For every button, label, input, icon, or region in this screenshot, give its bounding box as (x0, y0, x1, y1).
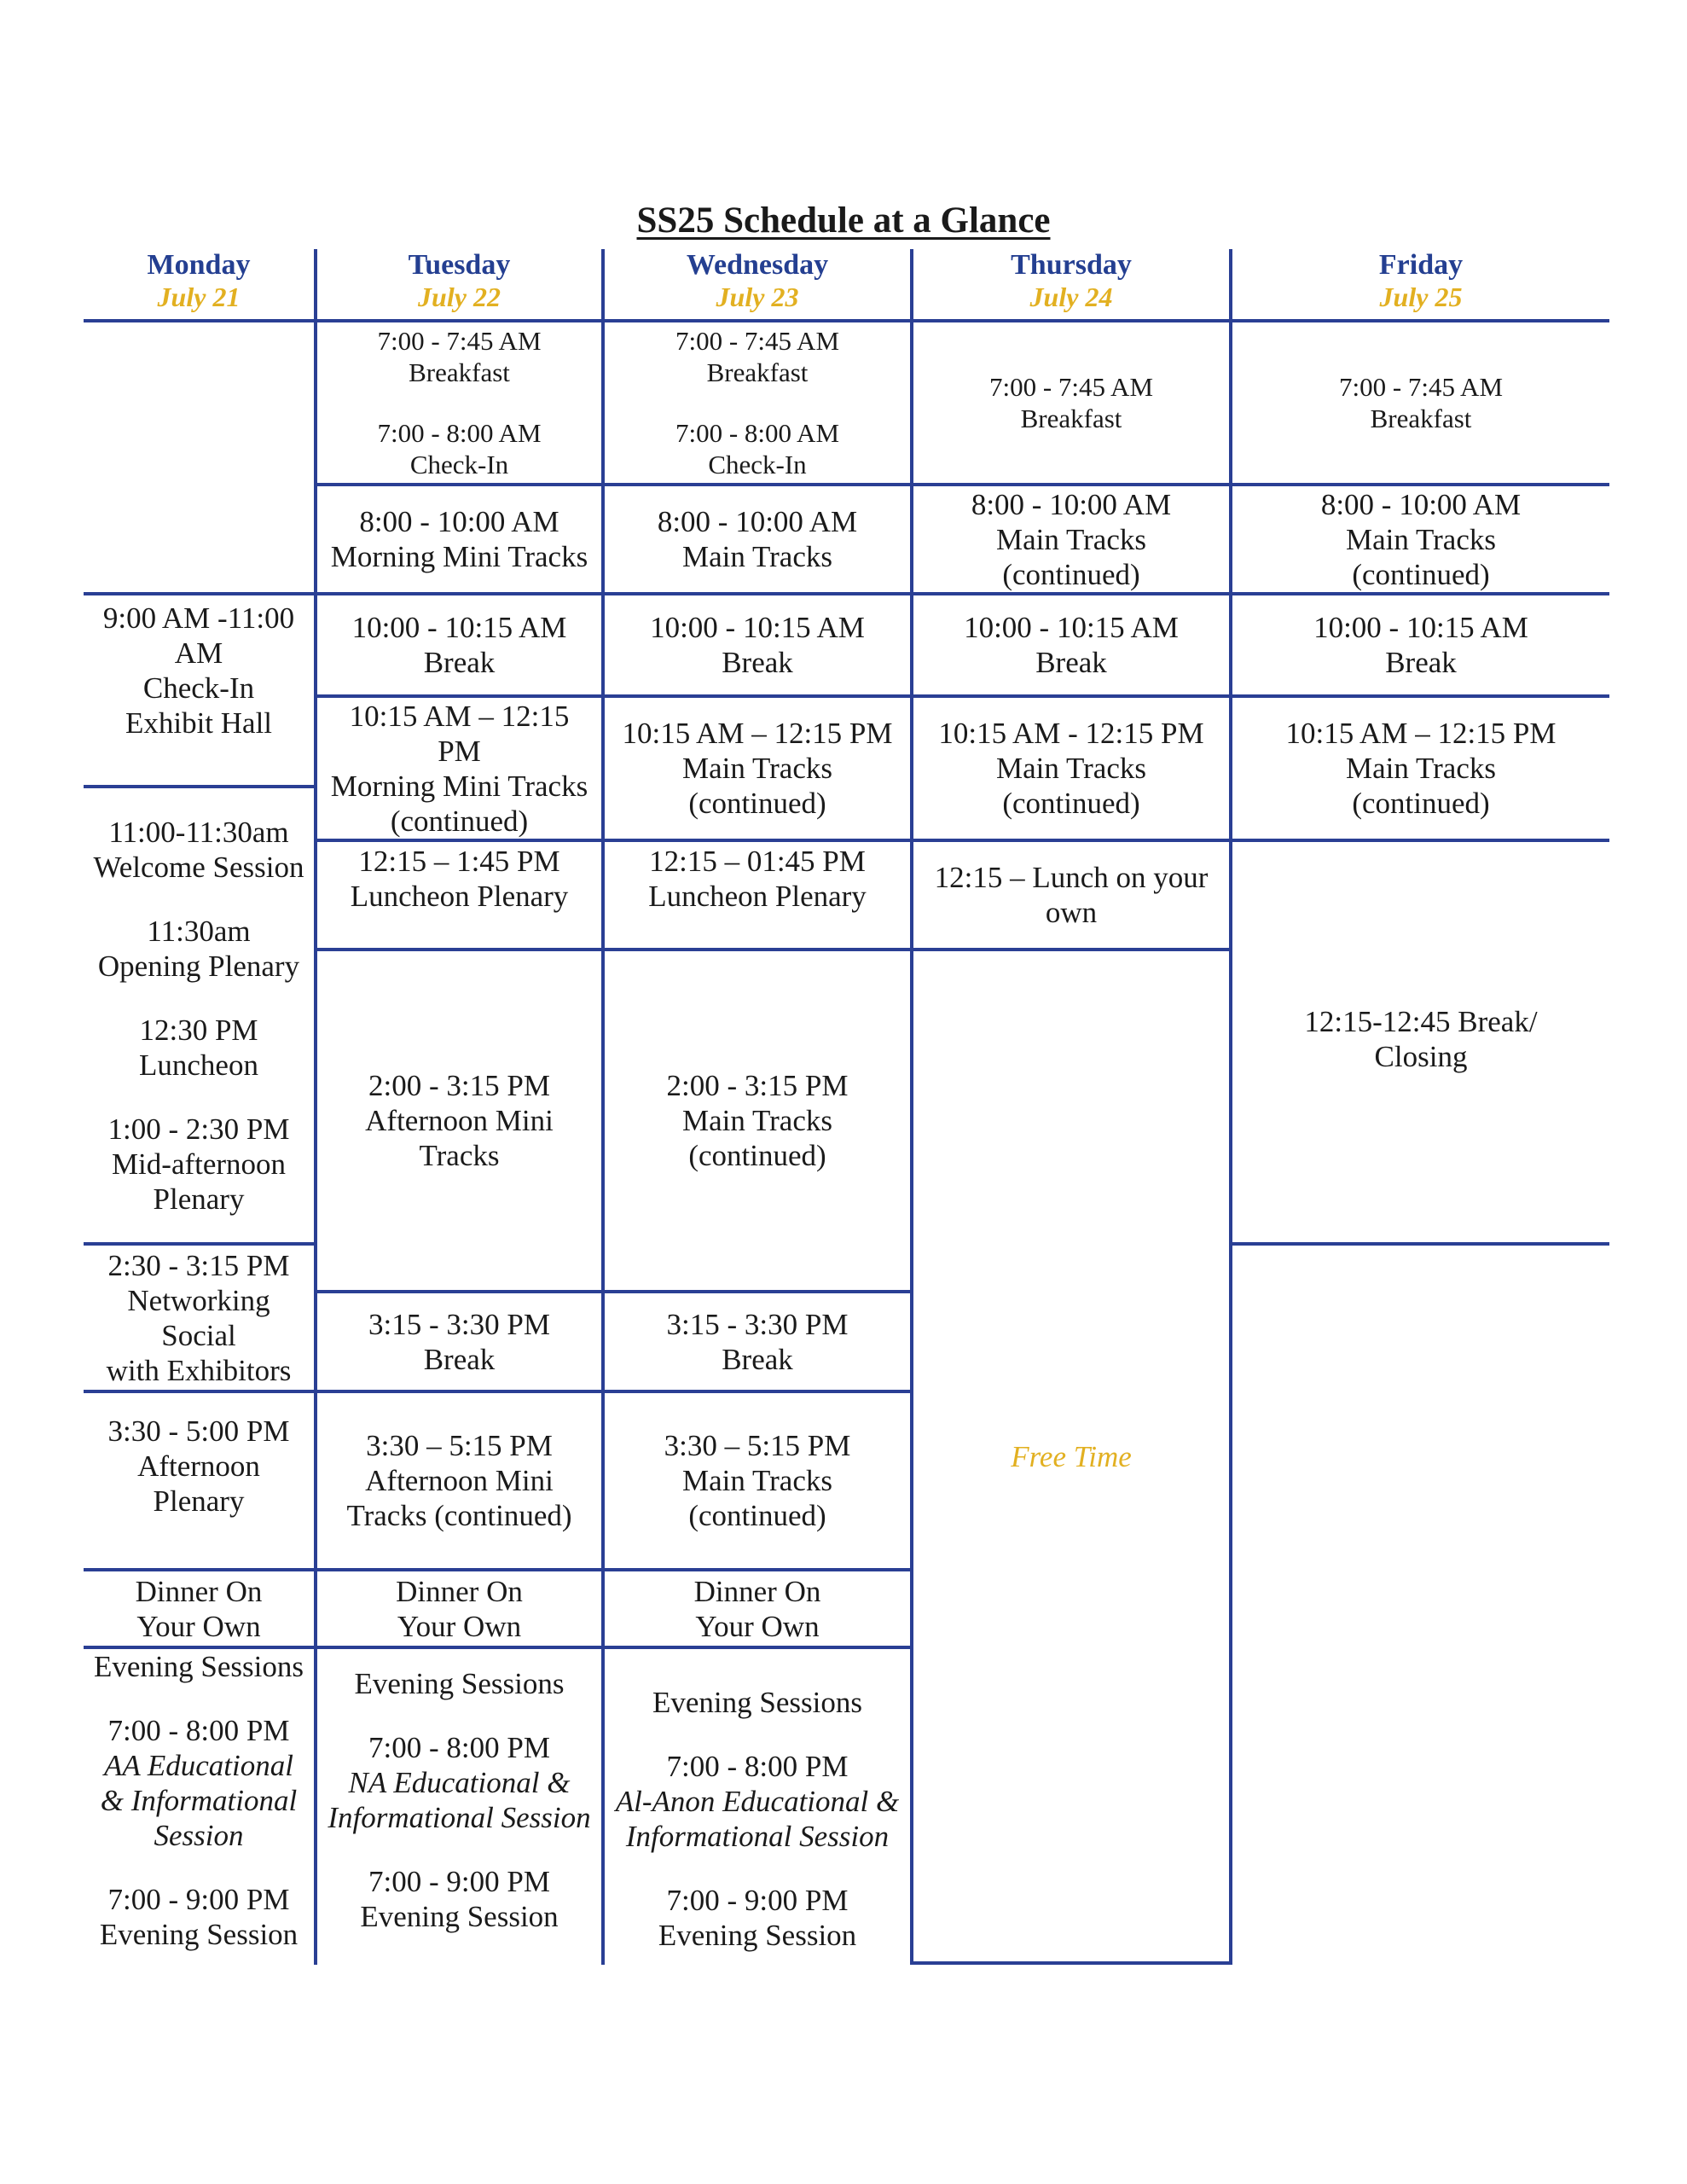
thursday-free-time-bottom (910, 1961, 1232, 1965)
tuesday-lunch: 12:15 – 1:45 PM Luncheon Plenary (350, 845, 569, 913)
monday-evening: Evening Sessions 7:00 - 8:00 PM AA Educational & Informational Session 7:00 - 9:00 PM Evening Session (94, 1650, 304, 1951)
thursday-late-morning: 10:15 AM - 12:15 PM Main Tracks (continued) (938, 717, 1204, 820)
tuesday-evening: Evening Sessions 7:00 - 8:00 PM NA Educational & Informational Session 7:00 - 9:00 PM Evening Session (328, 1667, 591, 1933)
tuesday-morning: 8:00 - 10:00 AM Morning Mini Tracks (330, 505, 588, 573)
page-title: SS25 Schedule at a Glance (636, 200, 1051, 241)
header-monday (84, 249, 314, 312)
day-date: July 25 (1379, 282, 1463, 312)
wednesday-breakfast: 7:00 - 7:45 AM Breakfast 7:00 - 8:00 AM Check-In (675, 326, 840, 479)
day-name: Friday (1378, 249, 1464, 281)
wednesday-dinner: Dinner On Your Own (693, 1574, 821, 1643)
day-name: Thursday (1011, 249, 1132, 281)
tuesday-afternoon: 2:00 - 3:15 PM Afternoon Mini Tracks (365, 1069, 554, 1172)
wednesday-morning: 8:00 - 10:00 AM Main Tracks (657, 505, 858, 573)
tuesday-late-morning: 10:15 AM – 12:15 PM Morning Mini Tracks (continued) (330, 699, 588, 838)
day-name: Tuesday (408, 249, 511, 281)
friday-breakfast: 7:00 - 7:45 AM Breakfast (1338, 372, 1504, 433)
thursday-free-time: Free Time (1011, 1439, 1132, 1473)
tuesday-breakfast: 7:00 - 7:45 AM Breakfast 7:00 - 8:00 AM Check-In (377, 326, 542, 479)
day-date: July 23 (716, 282, 799, 312)
thursday-morning: 8:00 - 10:00 AM Main Tracks (continued) (971, 487, 1172, 591)
wednesday-evening: Evening Sessions 7:00 - 8:00 PM Al-Anon Educational & Informational Session 7:00 - 9:00 PM Evening Session (615, 1686, 900, 1952)
monday-dinner: Dinner On Your Own (135, 1574, 263, 1643)
friday-morning: 8:00 - 10:00 AM Main Tracks (continued) (1320, 487, 1522, 591)
day-name: Monday (147, 249, 251, 281)
wednesday-late-morning: 10:15 AM – 12:15 PM Main Tracks (continued) (622, 717, 893, 820)
day-date: July 21 (157, 282, 241, 312)
row-rule-friday-closing (1231, 1242, 1609, 1246)
header-friday (1232, 249, 1609, 312)
day-date: July 22 (418, 282, 501, 312)
tuesday-late-afternoon: 3:30 – 5:15 PM Afternoon Mini Tracks (continued) (346, 1429, 572, 1532)
wednesday-afternoon: 2:00 - 3:15 PM Main Tracks (continued) (666, 1069, 849, 1172)
wednesday-lunch: 12:15 – 01:45 PM Luncheon Plenary (648, 845, 867, 913)
monday-checkin: 9:00 AM -11:00 AM Check-In Exhibit Hall (102, 601, 295, 740)
tuesday-break: 10:00 - 10:15 AM Break (351, 611, 567, 679)
wednesday-late-afternoon: 3:30 – 5:15 PM Main Tracks (continued) (664, 1429, 851, 1532)
header-wednesday (605, 249, 910, 312)
tuesday-dinner: Dinner On Your Own (396, 1574, 523, 1643)
monday-midday-sessions: 11:00-11:30am Welcome Session 11:30am Opening Plenary 12:30 PM Luncheon 1:00 - 2:30 PM Mid-afternoon Plenary (93, 815, 304, 1216)
wednesday-break: 10:00 - 10:15 AM Break (650, 611, 865, 679)
monday-afternoon-plenary: 3:30 - 5:00 PM Afternoon Plenary (107, 1414, 290, 1518)
tuesday-break2: 3:15 - 3:30 PM Break (368, 1307, 550, 1376)
friday-closing: 12:15-12:45 Break/ Closing (1304, 1005, 1538, 1073)
friday-late-morning: 10:15 AM – 12:15 PM Main Tracks (continued) (1285, 717, 1557, 820)
day-date: July 24 (1029, 282, 1113, 312)
day-name: Wednesday (686, 249, 829, 281)
monday-networking: 2:30 - 3:15 PM Networking Social with Exhibitors (106, 1248, 292, 1387)
thursday-lunch: 12:15 – Lunch on your own (934, 861, 1209, 929)
header-tuesday (317, 249, 601, 312)
friday-break: 10:00 - 10:15 AM Break (1313, 611, 1528, 679)
wednesday-break2: 3:15 - 3:30 PM Break (666, 1307, 849, 1376)
thursday-break: 10:00 - 10:15 AM Break (964, 611, 1179, 679)
header-thursday (913, 249, 1229, 312)
thursday-breakfast: 7:00 - 7:45 AM Breakfast (988, 372, 1154, 433)
